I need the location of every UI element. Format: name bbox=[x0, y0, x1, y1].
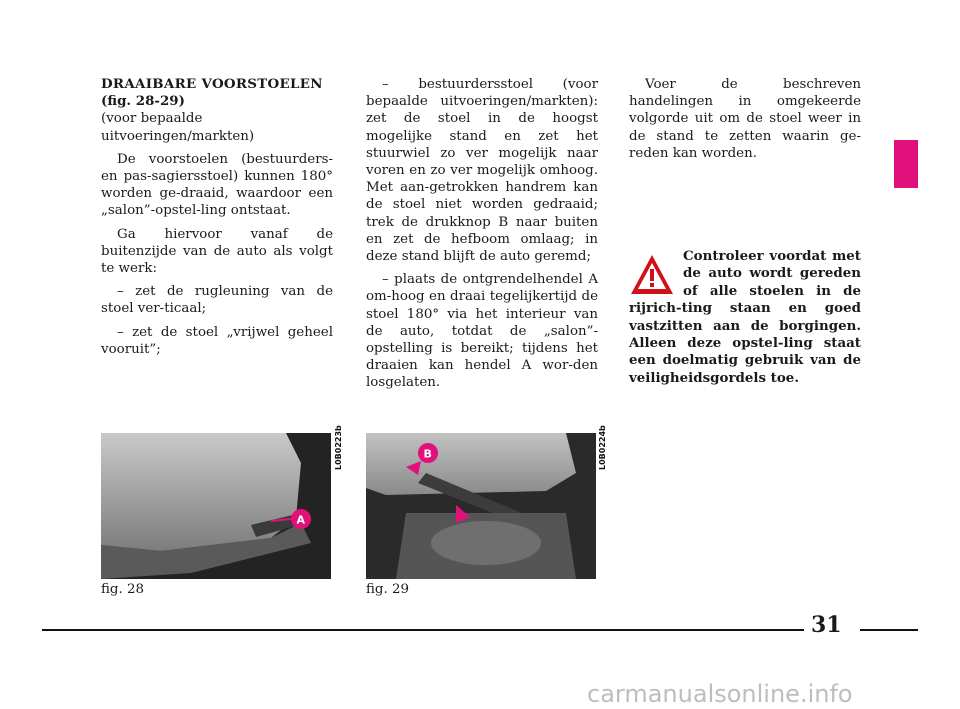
warning-triangle-icon bbox=[629, 252, 675, 298]
figure-code: L0B0223b bbox=[334, 425, 343, 470]
figure-caption: fig. 28 bbox=[101, 582, 145, 597]
figure-label-a: A bbox=[296, 513, 306, 527]
figure-reference: (fig. 28-29) bbox=[101, 93, 185, 110]
column-2 bbox=[366, 76, 598, 398]
figure-29-photo bbox=[366, 433, 596, 579]
section-tab-marker bbox=[894, 140, 918, 188]
warning-block bbox=[629, 248, 861, 387]
page-number: 31 bbox=[811, 612, 842, 638]
column-1 bbox=[101, 76, 333, 364]
warning-text: Controleer voordat met de auto wordt gereden of alle stoelen in de rijrich-ting staan en goed vastzitten aan de borgingen. Alleen deze opstel-ling staat een doelmatig gebruik van de veiligheidsgordels toe. bbox=[629, 248, 861, 386]
paragraph: – plaats de ontgrendelhendel A om-hoog en draai tegelijkertijd de stoel 180° via het interieur van de auto, totdat de „salon”-opstelling is bereikt; tijdens het draaien kan hendel A wor-den losgelaten. bbox=[366, 272, 598, 391]
watermark: carmanualsonline.info bbox=[587, 680, 853, 708]
footer-rule bbox=[42, 629, 804, 631]
paragraph: – zet de stoel „vrijwel geheel vooruit”; bbox=[101, 324, 333, 357]
figure-code: L0B0224b bbox=[598, 425, 607, 470]
section-heading: DRAAIBARE VOORSTOELEN bbox=[101, 76, 323, 92]
paragraph: – bestuurdersstoel (voor bepaalde uitvoeringen/markten): zet de stoel in de hoogst mogelijke stand en zet het stuurwiel zo ver mogelijk naar voren en zo ver mogelijk omhoog. Met aan-getrokken handrem kan de stoel niet worden gedraaid; trek de drukknop B naar buiten en zet de hefboom omlaag; in deze stand blijft de auto geremd; bbox=[366, 77, 598, 265]
footer-rule bbox=[860, 629, 918, 631]
paragraph: – zet de rugleuning van de stoel ver-ticaal; bbox=[101, 284, 333, 317]
figure-label-b: B bbox=[423, 447, 432, 461]
figure-28-photo bbox=[101, 433, 331, 579]
subtitle-line-1: (voor bepaalde bbox=[101, 111, 203, 127]
column-3 bbox=[629, 76, 861, 168]
paragraph: De voorstoelen (bestuurders- en pas-sagiersstoel) kunnen 180° worden ge-draaid, waardoor een „salon”-opstel-ling ontstaat. bbox=[101, 151, 333, 219]
paragraph: Ga hiervoor vanaf de buitenzijde van de auto als volgt te werk: bbox=[101, 226, 333, 277]
paragraph: Voer de beschreven handelingen in omgekeerde volgorde uit om de stoel weer in de stand te zetten waarin ge-reden kan worden. bbox=[629, 77, 861, 161]
subtitle-line-2: uitvoeringen/markten) bbox=[101, 128, 255, 144]
figure-caption: fig. 29 bbox=[366, 582, 410, 597]
